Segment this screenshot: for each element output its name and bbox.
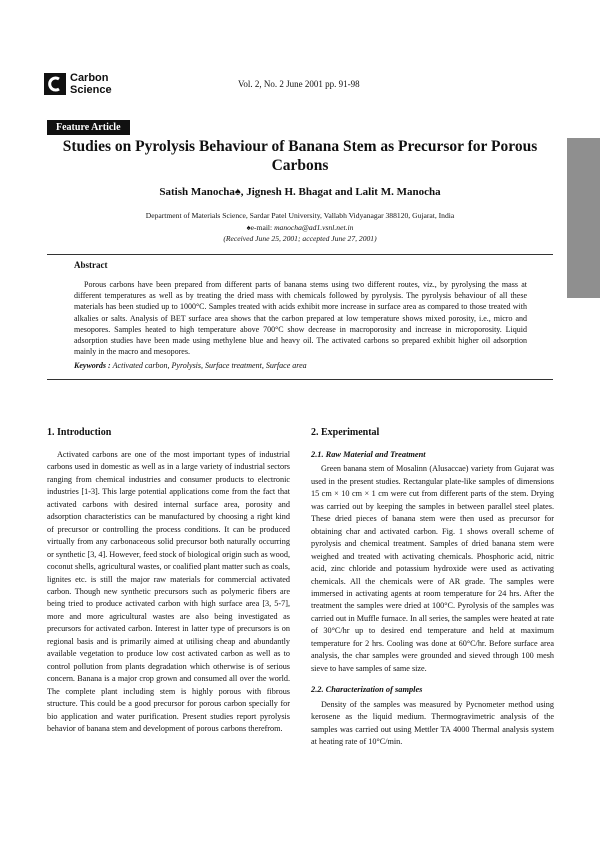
email-label: ♠e-mail: bbox=[246, 222, 275, 232]
right-column bbox=[311, 427, 554, 748]
received-dates: (Received June 25, 2001; accepted June 27, 2001) bbox=[223, 234, 377, 243]
abstract-bottom-rule bbox=[47, 379, 553, 380]
raw-material-heading: 2.1. Raw Material and Treatment bbox=[311, 450, 426, 459]
email-address: manocha@ad1.vsnl.net.in bbox=[274, 222, 354, 232]
abstract-text: Porous carbons have been prepared from different parts of banana stems using two different routes, viz., by pyrolysing the mass at different temperatures as well as by treating the dried mass with chemicals followed by pyrolysis. The pyrolysis behaviour of all these materials has been studied up to 1000°C. Samples treated with acids exhibit more increase in surface area as compared to those treated with alkalies or salts. Analysis of BET surface area shows that the carbon prepared at low temperature shows mixed porosity, i.e., micro and mesopores. Samples heated to high temperature above 700°C show decrease in macroporosity and increase in microporosity. Liquid adsorption studies have been made using methylene blue and heavy oil. The activated carbons so prepared exhibit higher oil adsorption mainly in the macro and mesopores. bbox=[74, 280, 527, 357]
carbon-science-logo-icon bbox=[44, 73, 66, 95]
email-line bbox=[60, 222, 540, 234]
keywords-line bbox=[74, 361, 527, 370]
introduction-heading: 1. Introduction bbox=[47, 427, 112, 438]
journal-name-line1: Carbon bbox=[70, 72, 109, 84]
feature-article-label: Feature Article bbox=[47, 120, 130, 135]
introduction-text: Activated carbons are one of the most important types of industrial carbons used in domestic as well as in a large variety of industrial sectors ranging from chemical industries and consumer products to electronic industries [1-3]. This large potential applications come from the fact that activated carbons with desired internal surface area, porosity and adsorption characteristics can be manufactured by choosing a right kind of precursor or controlling the process conditions. It can be produced virtually from any carbonaceous solid precursor both naturally occurring or synthetic [3, 4]. However, feed stock of biological origin such as wood, coconut shells, agricultural wastes, or coalified plant matter such as coals, lignites etc. is still the major raw materials for commercial activated carbon. Though new synthetic precursors such as polymeric fibers are being tried to produce activated carbon with high surface area [3, 5-7], more and more agricultural wastes are also being investigated as precursors for activated carbon. Interest in latter type of precursors is on regional basis and is primarily aimed at utilising cheap and abundantly available vegetation to produce low cost activated carbon as well as to control pollution from plants degradation which otherwise is of serious concern. Banana is a major crop grown and consumed all over the world. The complete plant including stem is highly porous with fibrous structure. This could be a good precursor for porous carbon specially for bio application and water purification. Present studies report pyrolysis behavior of banana stem and development of porous carbons therefrom. bbox=[47, 450, 290, 733]
volume-info: Vol. 2, No. 2 June 2001 pp. 91-98 bbox=[238, 79, 360, 89]
keywords-list: Activated carbon, Pyrolysis, Surface treatment, Surface area bbox=[112, 361, 307, 370]
affiliation-block bbox=[60, 210, 540, 245]
journal-name-line2: Science bbox=[70, 84, 112, 96]
side-tab-marker bbox=[567, 138, 600, 298]
abstract-top-rule bbox=[47, 254, 553, 255]
left-column bbox=[47, 427, 290, 735]
article-title: Studies on Pyrolysis Behaviour of Banana Stem as Precursor for Porous Carbons bbox=[62, 138, 538, 174]
journal-logo bbox=[44, 72, 112, 96]
article-authors: Satish Manocha♠, Jignesh H. Bhagat and Lalit M. Manocha bbox=[159, 186, 441, 198]
affiliation: Department of Materials Science, Sardar Patel University, Vallabh Vidyanagar 388120, Gujarat, India bbox=[145, 211, 455, 220]
experimental-heading: 2. Experimental bbox=[311, 427, 380, 438]
keywords-label: Keywords : bbox=[74, 361, 113, 370]
journal-name bbox=[70, 72, 112, 96]
characterization-heading: 2.2. Characterization of samples bbox=[311, 685, 423, 695]
raw-material-text: Green banana stem of Mosalinn (Alusaccae) variety from Gujarat was used in the present studies. Rectangular plate-like samples of dimensions 15 cm × 10 cm × 1 cm were cut from different parts of the stem. Drying was carried out by keeping the samples in between parallel steel plates. These dried pieces of banana stem were then used as precursor for obtaining char and activated carbon. Fig. 1 shows overall scheme of pyrolysis and chemical treatment. Samples of dried banana stem were weighed and treated with activating chemicals. Phosphoric acid, nitric acid, zinc chloride and potassium hydroxide were used as activating chemicals. All the chemicals were of AR grade. The samples were immersed in activating agents at room temperature for 24 hrs. After the treatment the samples were dried at 100°C. Pyrolysis of the samples was carried out in Muffle furnace. In all series, the samples were heated at rate of 30°C/hr up to desired end temperature and held at maximum temperature for 2 hrs. Cooling was done at 60°C/hr. Before surface area analysis, the char samples were grounded and sieved through 100 mesh sieve to have samples of same size. bbox=[311, 464, 554, 673]
abstract-heading: Abstract bbox=[74, 260, 108, 270]
characterization-text: Density of the samples was measured by Pycnometer method using kerosene as the liquid medium. Thermogravimetric analysis of the samples was carried out using Mettler TA 4000 Thermal analysis system at heating rate of 10°C/min. bbox=[311, 699, 554, 746]
